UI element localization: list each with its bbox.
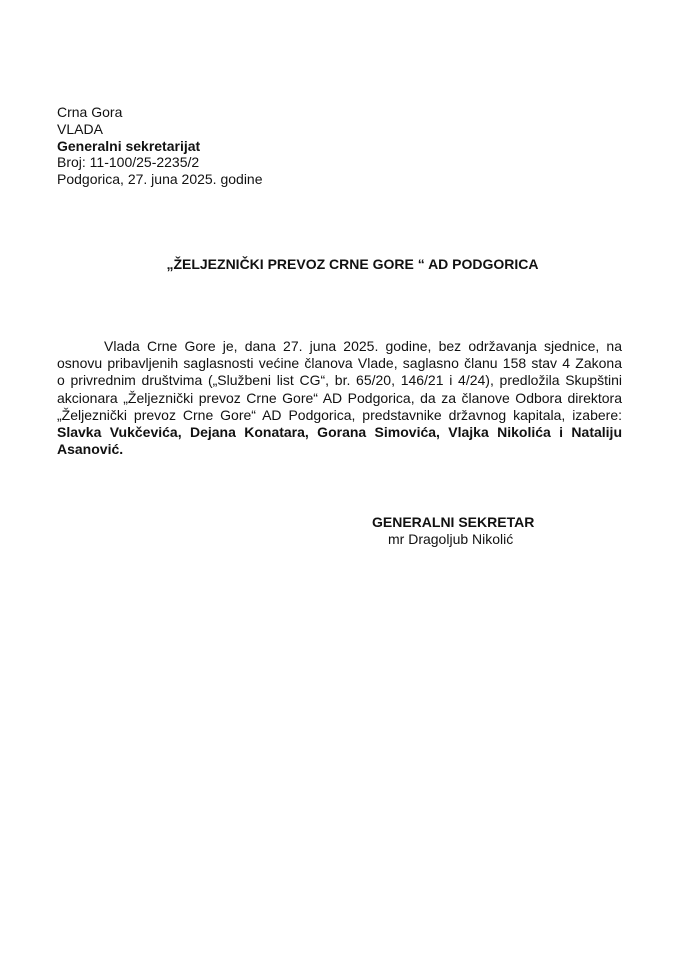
document-title: „ŽELJEZNIČKI PREVOZ CRNE GORE “ AD PODGORICA <box>166 256 539 272</box>
nominees-line: Slavka Vukčevića, Dejana Konatara, Gorana Simovića, Vlajka Nikolića i Nataliju <box>57 424 622 441</box>
body-line: „Željeznički prevoz Crne Gore“ AD Podgorica, predstavnike državnog kapitala, izabere: <box>57 406 622 423</box>
place-date: Podgorica, 27. juna 2025. godine <box>57 171 263 188</box>
signatory-name: mr Dragoljub Nikolić <box>388 531 514 547</box>
body-line: osnovu pribavljenih saglasnosti većine članova Vlade, saglasno članu 158 stav 4 Zakona <box>57 355 622 372</box>
nominees-line: Asanović. <box>57 441 124 458</box>
document-header <box>57 104 263 188</box>
body-line: o privrednim društvima („Službeni list CG“, br. 65/20, 146/21 i 4/24), predložila Skupštini <box>57 372 622 389</box>
document-number: Broj: 11-100/25-2235/2 <box>57 154 200 171</box>
signature-block <box>372 514 534 548</box>
country: Crna Gora <box>57 104 123 120</box>
department: Generalni sekretarijat <box>57 137 201 154</box>
signatory-role: GENERALNI SEKRETAR <box>372 514 535 530</box>
institution: VLADA <box>57 120 103 137</box>
body-line: Vlada Crne Gore je, dana 27. juna 2025. godine, bez održavanja sjednice, na <box>104 338 622 354</box>
body-paragraph <box>57 338 622 458</box>
body-line: akcionara „Željeznički prevoz Crne Gore“ AD Podgorica, da za članove Odbora direktora <box>57 389 622 406</box>
